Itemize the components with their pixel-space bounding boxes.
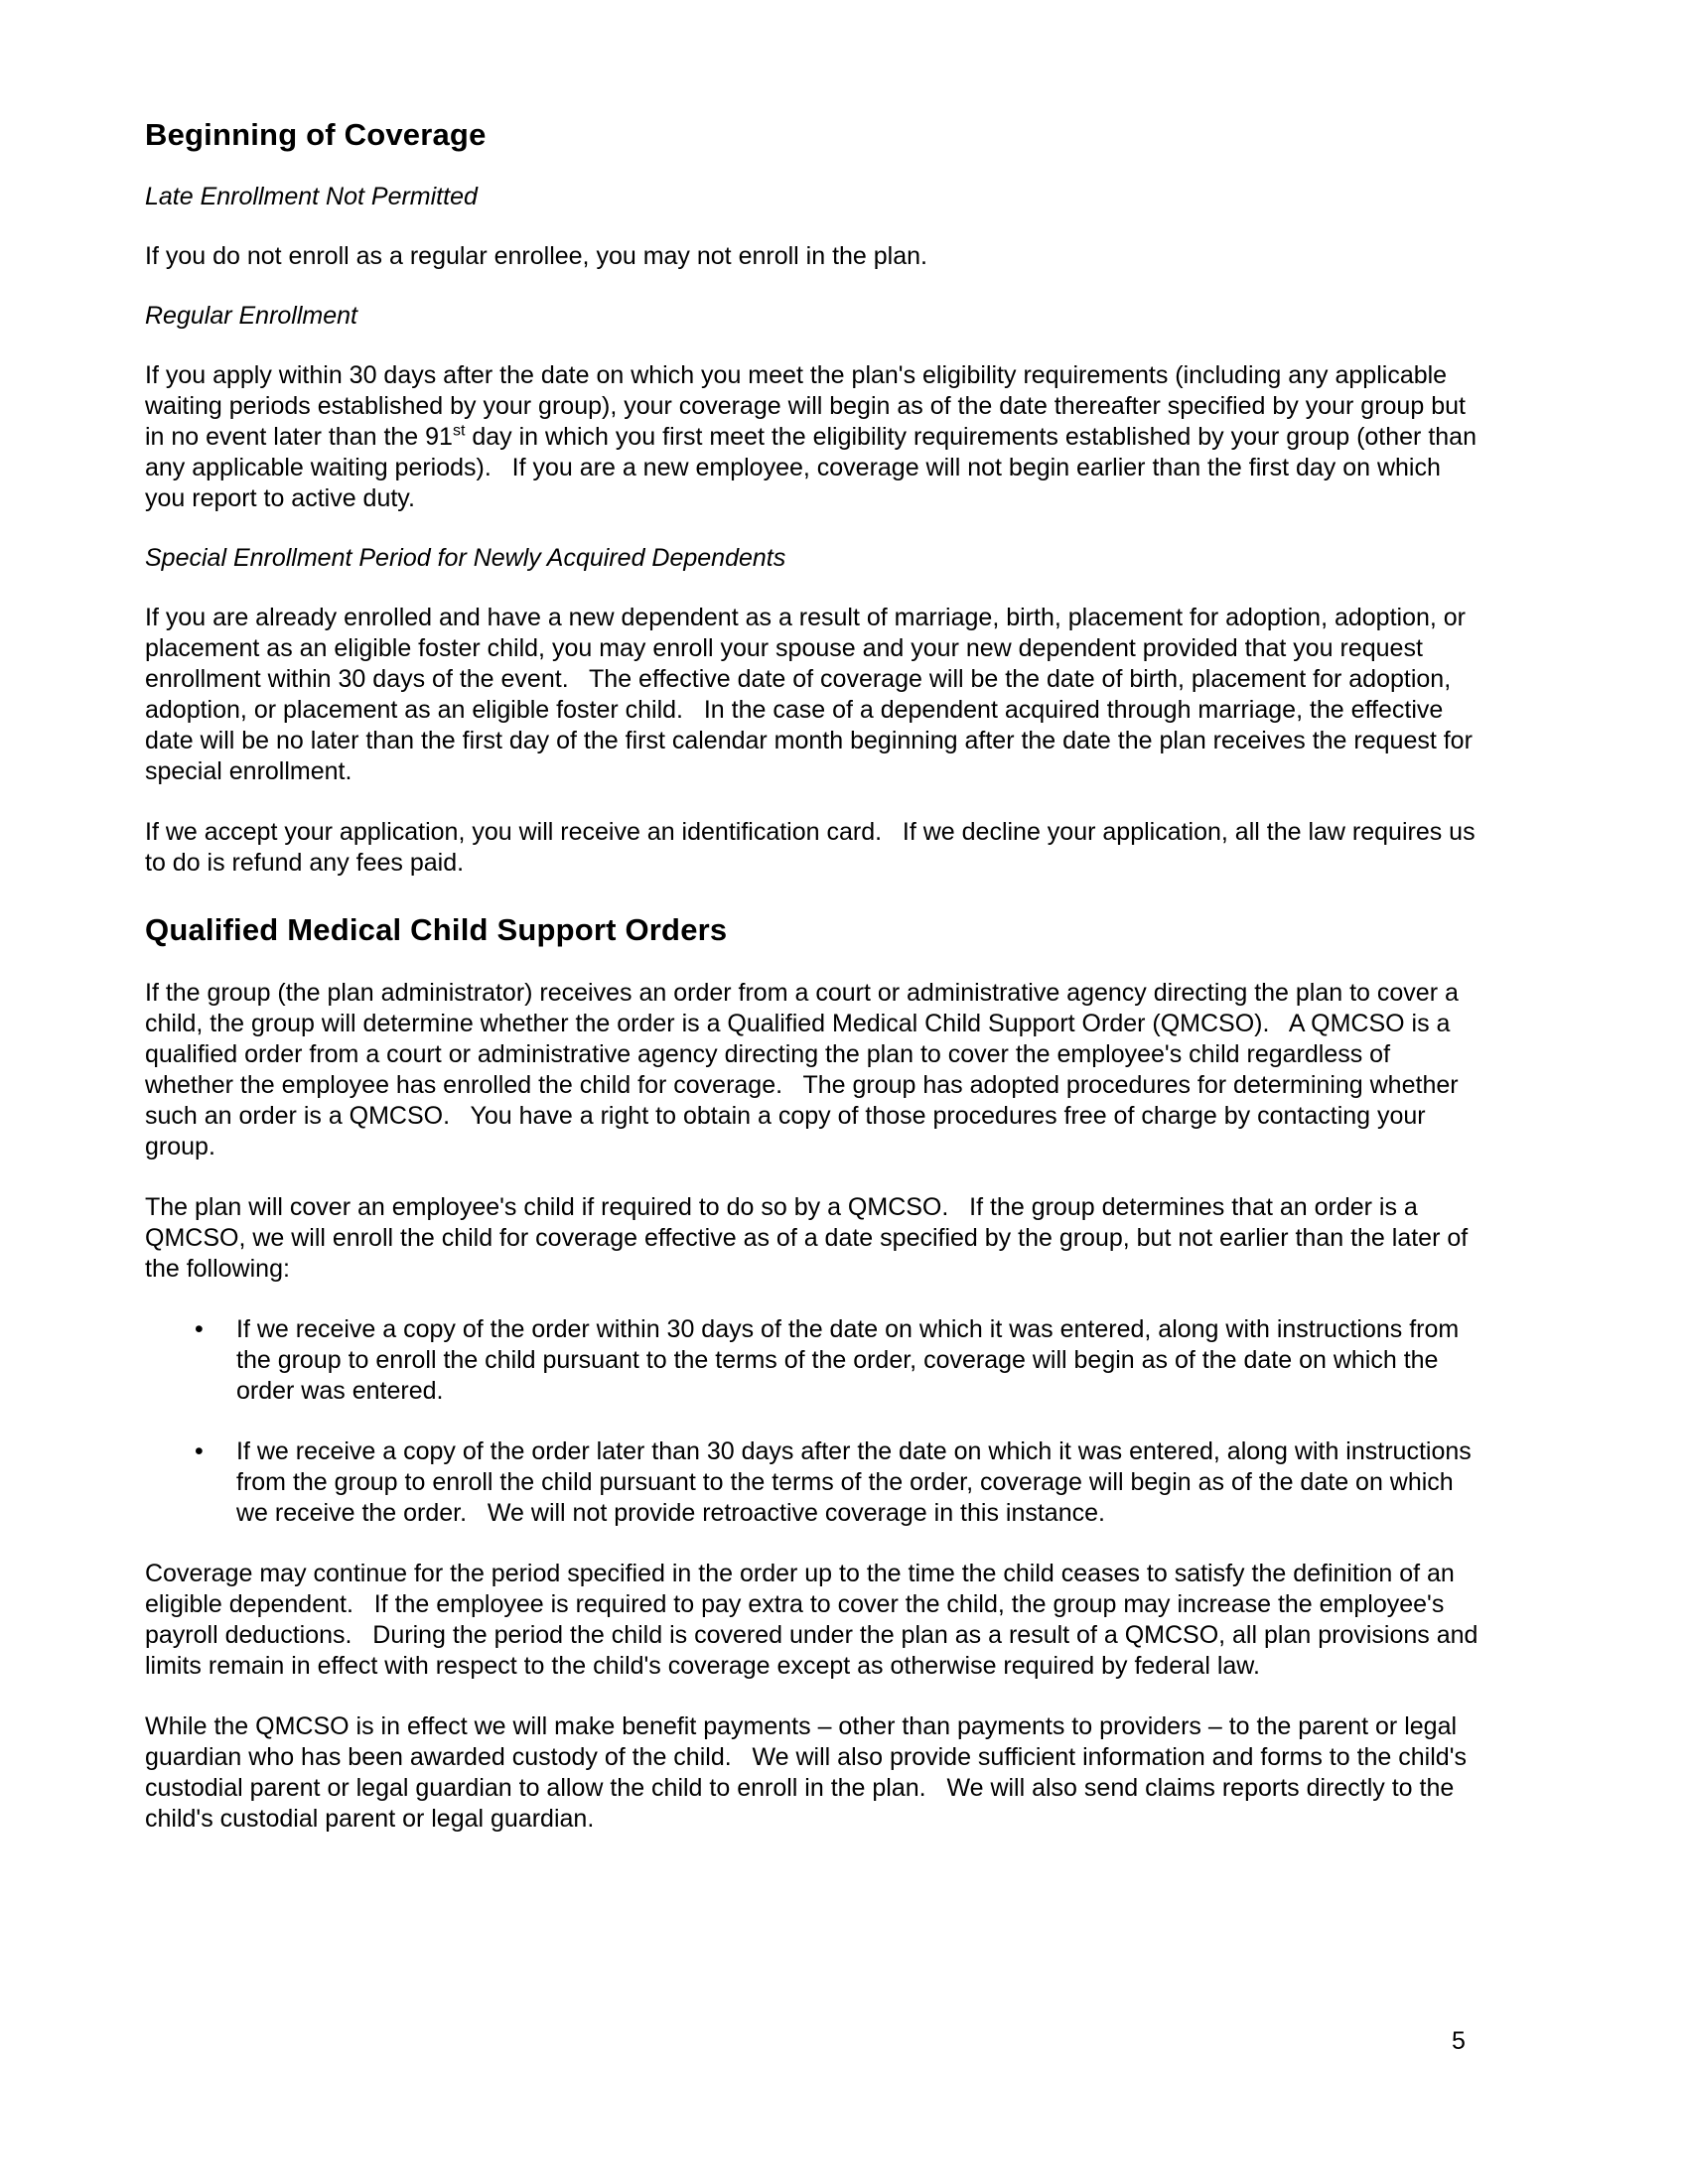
subheading-regular-enrollment: Regular Enrollment xyxy=(145,302,357,330)
paragraph-coverage-continuation: Coverage may continue for the period specified in the order up to the time the child ceases to satisfy the definition of an eligible dependent. If the employee is required to pay extra to cover the child, the group may increase the employee's payroll deductions. During the period the child is covered under the plan as a result of a QMCSO, all plan provisions and limits remain in effect with respect to the child's coverage except as otherwise required by federal law. xyxy=(145,1560,1485,1680)
list-item xyxy=(145,1436,1480,1529)
bullet-icon: • xyxy=(195,1437,204,1465)
paragraph-special-enrollment: If you are already enrolled and have a new dependent as a result of marriage, birth, placement for adoption, adoption, or placement as an eligible foster child, you may enroll your spouse and your new dependent provided that you request enrollment within 30 days of the event. The effective date of coverage will be the date of birth, placement for adoption, adoption, or placement as an eligible foster child. In the case of a dependent acquired through marriage, the effective date will be no later than the first day of the first calendar month beginning after the date the plan receives the request for special enrollment. xyxy=(145,604,1479,785)
paragraph-regular-enrollment-part1: If you apply within 30 days after the date on which you meet the plan's eligibility requirements (including any applicable waiting periods established by your group), your coverage will begin as of the date thereafter specified by your group but in no event later than the 91 xyxy=(145,361,1473,451)
paragraph-late-enrollment: If you do not enroll as a regular enrollee, you may not enroll in the plan. xyxy=(145,242,927,270)
paragraph-benefit-payments: While the QMCSO is in effect we will make benefit payments – other than payments to providers – to the parent or legal guardian who has been awarded custody of the child. We will also provide sufficient information and forms to the child's custodial parent or legal guardian to allow the child to enroll in the plan. We will also send claims reports directly to the child's custodial parent or legal guardian. xyxy=(145,1712,1474,1833)
paragraph-qmcso-intro: If the group (the plan administrator) receives an order from a court or administrative agency directing the plan to cover a child, the group will determine whether the order is a Qualified Medical Child Support Order (QMCSO). A QMCSO is a qualified order from a court or administrative agency directing the plan to cover the employee's child regardless of whether the employee has enrolled the child for coverage. The group has adopted procedures for determining whether such an order is a QMCSO. You have a right to obtain a copy of those procedures free of charge by contacting your group. xyxy=(145,979,1466,1160)
bullet-icon: • xyxy=(195,1315,204,1343)
paragraph-regular-enrollment-part2: day in which you first meet the eligibility requirements established by your group (other than any applicable waiting periods). If you are a new employee, coverage will not begin earlier than the first day on which you report to active duty. xyxy=(145,423,1483,512)
paragraph-application-acceptance: If we accept your application, you will receive an identification card. If we decline your application, all the law requires us to do is refund any fees paid. xyxy=(145,818,1482,877)
subheading-late-enrollment-not-permitted: Late Enrollment Not Permitted xyxy=(145,183,478,210)
list-item-text: If we receive a copy of the order within 30 days of the date on which it was entered, along with instructions from the group to enroll the child pursuant to the terms of the order, coverage will begin as of the date on which the order was entered. xyxy=(236,1315,1467,1405)
section-heading-qmcso: Qualified Medical Child Support Orders xyxy=(145,912,728,947)
list-item-text: If we receive a copy of the order later than 30 days after the date on which it was entered, along with instructions from the group to enroll the child pursuant to the terms of the order, coverage will begin as of the date on which we receive the order. We will not provide retroactive coverage in this instance. xyxy=(236,1437,1478,1527)
subheading-special-enrollment-period: Special Enrollment Period for Newly Acquired Dependents xyxy=(145,544,786,572)
document-content xyxy=(145,117,1485,1864)
paragraph-qmcso-enrollment: The plan will cover an employee's child if required to do so by a QMCSO. If the group determines that an order is a QMCSO, we will enroll the child for coverage effective as of a date specified by the group, but not earlier than the later of the following: xyxy=(145,1193,1476,1283)
section-heading-beginning-of-coverage: Beginning of Coverage xyxy=(145,117,487,152)
ordinal-superscript: st xyxy=(452,422,466,440)
page-number: 5 xyxy=(1452,2027,1466,2055)
list-item xyxy=(145,1314,1480,1407)
paragraph-regular-enrollment xyxy=(145,360,1483,514)
qmcso-conditions-list xyxy=(145,1314,1480,1529)
